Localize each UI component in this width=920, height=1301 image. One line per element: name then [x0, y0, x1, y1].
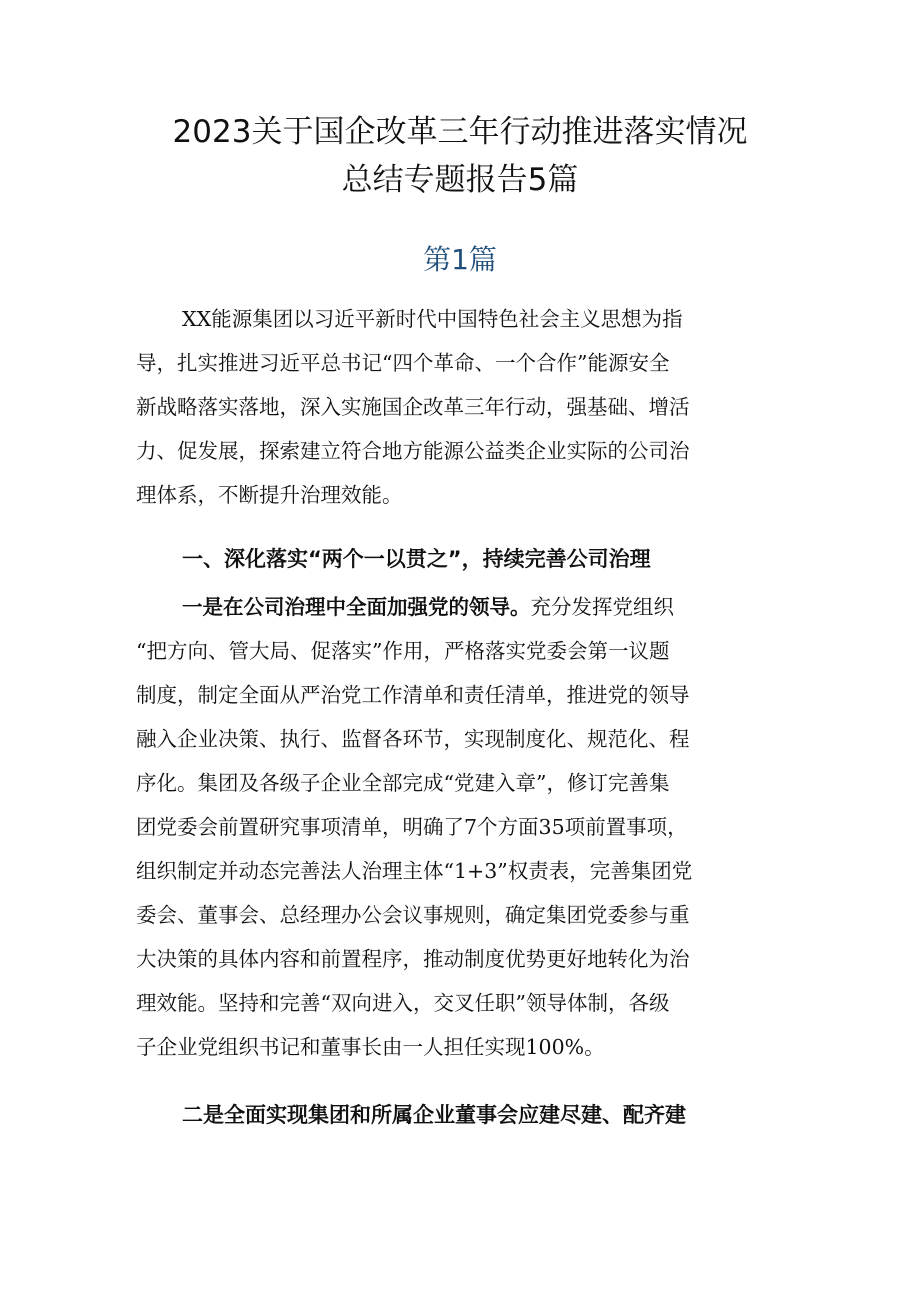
point-1-lead: 一是在公司治理中全面加强党的领导。: [182, 595, 531, 619]
paragraph-1-line-1: XX能源集团以习近平新时代中国特色社会主义思想为指: [182, 307, 683, 331]
paragraph-1-line-4: 力、促发展，探索建立符合地方能源公益类企业实际的公司治: [136, 439, 690, 463]
point-1-first-rest: 充分发挥党组织: [530, 595, 674, 619]
section-heading: 第1篇: [423, 243, 497, 276]
point-1-line-8: 委会、董事会、总经理办公会议事规则，确定集团党委参与重: [136, 903, 690, 927]
document-title-line-1: 2023关于国企改革三年行动推进落实情况: [172, 114, 748, 150]
paragraph-1-line-5: 理体系，不断提升治理效能。: [136, 483, 403, 507]
point-1-line-3: 制度，制定全面从严治党工作清单和责任清单，推进党的领导: [136, 683, 690, 707]
point-1-line-11: 子企业党组织书记和董事长由一人担任实现100%。: [136, 1035, 605, 1059]
paragraph-1-line-2: 导，扎实推进习近平总书记“四个革命、一个合作”能源安全: [136, 351, 670, 375]
point-1-line-9: 大决策的具体内容和前置程序，推动制度优势更好地转化为治: [136, 947, 690, 971]
point-1-line-5: 序化。集团及各级子企业全部完成“党建入章”，修订完善集: [136, 771, 670, 795]
point-1-line-4: 融入企业决策、执行、监督各环节，实现制度化、规范化、程: [136, 727, 690, 751]
heading-1: 一、深化落实“两个一以贯之”，持续完善公司治理: [182, 547, 651, 571]
document-title-line-2: 总结专题报告5篇: [341, 162, 579, 198]
point-1-line-2: “把方向、管大局、促落实”作用，严格落实党委会第一议题: [136, 639, 670, 663]
point-1-line-1: [182, 590, 674, 624]
point-1-line-6: 团党委会前置研究事项清单，明确了7个方面35项前置事项，: [136, 815, 688, 839]
paragraph-1-line-3: 新战略落实落地，深入实施国企改革三年行动，强基础、增活: [136, 395, 690, 419]
point-1-line-7: 组织制定并动态完善法人治理主体“1+3”权责表，完善集团党: [136, 859, 693, 883]
point-2-lead: 二是全面实现集团和所属企业董事会应建尽建、配齐建: [182, 1103, 686, 1127]
point-1-line-10: 理效能。坚持和完善“双向进入，交叉任职”领导体制，各级: [136, 991, 670, 1015]
